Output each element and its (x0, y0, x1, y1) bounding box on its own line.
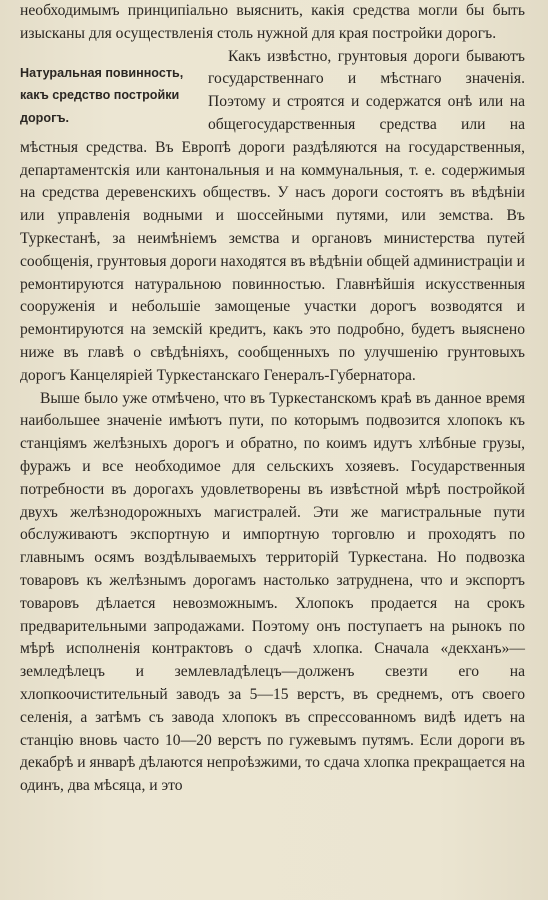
page-body (20, 0, 525, 798)
margin-note (20, 62, 190, 130)
paragraph-roads-classification: Какъ извѣстно, грунтовыя дороги бываютъ государственнаго и мѣстнаго значенія. Поэтому и строятся и содержатся онѣ или на общегосударственныя средства или на мѣстныя средства. Въ Европѣ дороги раздѣляются на государственныя, департаментскія или кантональныя и на коммунальныя, т. е. содержимыя на средства деревенскихъ обществъ. У насъ дороги состоятъ въ вѣдѣніи или управленія водными и шоссейными путями, или земства. Въ Туркестанѣ, за неимѣніемъ земства и органовъ министерства путей сообщенія, грунтовыя дороги находятся въ вѣдѣніи общей администраціи и ремонтируются натуральною повинностью. Главнѣйшія искусственныя сооруженія и небольшіе замощеные участки дорогъ возводятся и ремонтируются на земскій кредитъ, какъ это подробно, будетъ выяснено ниже въ главѣ о свѣдѣніяхъ, сообщенныхъ по улучшенію грунтовыхъ дорогъ Канцеляріей Туркестанскаго Генералъ-Губернатора. (20, 47, 526, 384)
margin-note-text: Натуральная повинность, какъ средство постройки дорогъ. (20, 65, 184, 125)
paragraph-cotton-transport: Выше было уже отмѣчено, что въ Туркестанскомъ краѣ въ данное время наибольшее значеніе имѣютъ пути, по которымъ подвозится хлопокъ къ станціямъ желѣзныхъ дорогъ и обратно, по коимъ идутъ хлѣбные грузы, фуражъ и все необходимое для сельскихъ хозяевъ. Государственныя потребности въ дорогахъ удовлетворены въ извѣстной мѣрѣ постройкой двухъ желѣзнодорожныхъ магистралей. Эти же магистральные пути обслуживаютъ экспортную и импортную торговлю и проходятъ по главнымъ осямъ воздѣлываемыхъ территорій Туркестана. Но подвозка товаровъ къ желѣзнымъ дорогамъ настолько затруднена, что и экспортъ товаровъ дѣлается невозможнымъ. Хлопокъ продается на срокъ предварительными запродажами. Поэтому онъ поступаетъ на рынокъ по мѣрѣ исполненія контрактовъ о сдачѣ хлопка. Сначала «декханъ»—земледѣлецъ и землевладѣлецъ—долженъ свезти его на хлопкоочистительный заводъ за 5—15 верстъ, въ среднемъ, отъ своего селенія, а затѣмъ съ завода хлопокъ въ спрессованномъ видѣ идетъ на станцію вновь часто 10—20 верстъ по гужевымъ путямъ. Если дороги въ декабрѣ и январѣ дѣлаются непроѣзжими, то сдача хлопка прекращается на одинъ, два мѣсяца, и это (20, 389, 525, 795)
opening-lines: необходимымъ принципіально выяснить, какія средства могли бы быть изысканы для осуществленія столь нужной для края постройки дорогъ. (20, 2, 525, 42)
